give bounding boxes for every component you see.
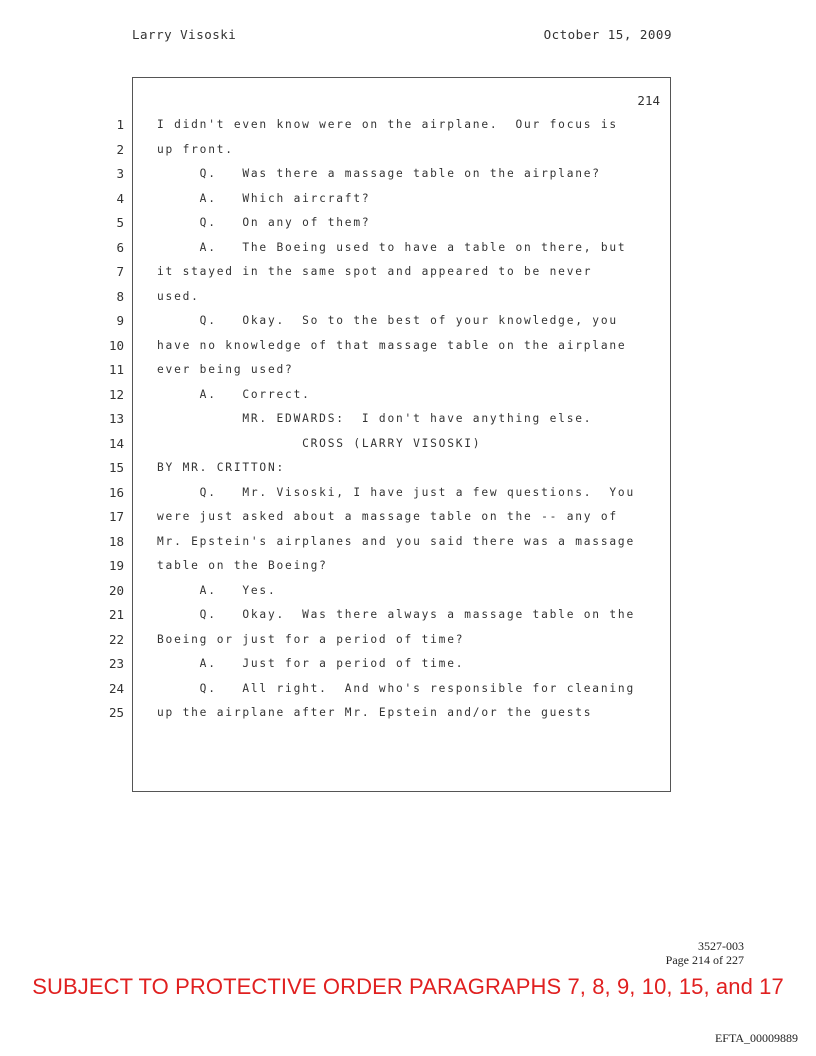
line-number: 13 [108, 411, 124, 426]
line-number-column [98, 113, 124, 726]
transcript-line: up front. [157, 142, 234, 156]
transcript-line: A. The Boeing used to have a table on there, but [157, 240, 627, 254]
case-code: 3527-003 [698, 939, 744, 953]
line-number: 1 [116, 117, 124, 132]
transcript-line: ever being used? [157, 363, 294, 376]
line-number: 19 [108, 558, 124, 573]
transcript-line: Mr. Epstein's airplanes and you said there was a massage [157, 534, 635, 548]
transcript-line: it stayed in the same spot and appeared to be never [157, 265, 593, 278]
line-number: 22 [108, 631, 124, 647]
transcript-line: A. Just for a period of time. [157, 657, 465, 670]
transcript-line: up the airplane after Mr. Epstein and/or the guests [157, 706, 593, 719]
line-number: 14 [108, 435, 124, 451]
line-number: 24 [108, 680, 124, 696]
transcript-page-number: 214 [637, 93, 660, 108]
transcript-line: A. Correct. [157, 387, 311, 401]
transcript-line: MR. EDWARDS: I don't have anything else. [157, 412, 593, 425]
line-number: 21 [108, 607, 124, 622]
line-number: 7 [116, 264, 124, 279]
line-number: 12 [108, 386, 124, 402]
line-number: 16 [108, 484, 124, 500]
bates-number: EFTA_00009889 [714, 1031, 798, 1045]
transcript-line: have no knowledge of that massage table on the airplane [157, 338, 627, 352]
transcript-text [157, 113, 667, 726]
transcript-line: Q. All right. And who's responsible for cleaning [157, 681, 635, 695]
line-number: 20 [108, 582, 124, 598]
transcript-line: Q. On any of them? [157, 216, 371, 229]
page-count: Page 214 of 227 [665, 953, 744, 967]
deponent-name: Larry Visoski [132, 27, 237, 42]
line-number: 25 [108, 705, 124, 720]
line-number: 9 [116, 313, 124, 328]
line-number: 15 [108, 460, 124, 475]
line-number: 17 [108, 509, 124, 524]
line-number: 5 [116, 215, 124, 230]
transcript-line: used. [157, 289, 200, 303]
transcript-line: were just asked about a massage table on the -- any of [157, 510, 618, 523]
transcript-line: I didn't even know were on the airplane. Our focus is [157, 118, 618, 131]
line-number: 10 [108, 337, 124, 353]
line-number: 11 [108, 362, 124, 377]
transcript-line: table on the Boeing? [157, 559, 328, 572]
deposition-date: October 15, 2009 [543, 27, 672, 42]
transcript-line: A. Which aircraft? [157, 191, 371, 205]
line-number: 8 [116, 288, 124, 304]
transcript-line: Q. Was there a massage table on the airplane? [157, 167, 601, 180]
transcript-line: A. Yes. [157, 583, 277, 597]
line-number: 2 [116, 141, 124, 157]
line-number: 4 [116, 190, 124, 206]
transcript-line: Q. Okay. Was there always a massage table on the [157, 608, 635, 621]
transcript-line: Boeing or just for a period of time? [157, 632, 465, 646]
line-number: 3 [116, 166, 124, 181]
protective-order-notice: SUBJECT TO PROTECTIVE ORDER PARAGRAPHS 7, 8, 9, 10, 15, and 17 [32, 974, 784, 999]
line-number: 18 [108, 533, 124, 549]
transcript-line: BY MR. CRITTON: [157, 461, 286, 474]
transcript-line: Q. Okay. So to the best of your knowledge, you [157, 314, 618, 327]
line-number: 6 [116, 239, 124, 255]
transcript-line: CROSS (LARRY VISOSKI) [157, 436, 482, 450]
transcript-line: Q. Mr. Visoski, I have just a few questions. You [157, 485, 635, 499]
line-number: 23 [108, 656, 124, 671]
